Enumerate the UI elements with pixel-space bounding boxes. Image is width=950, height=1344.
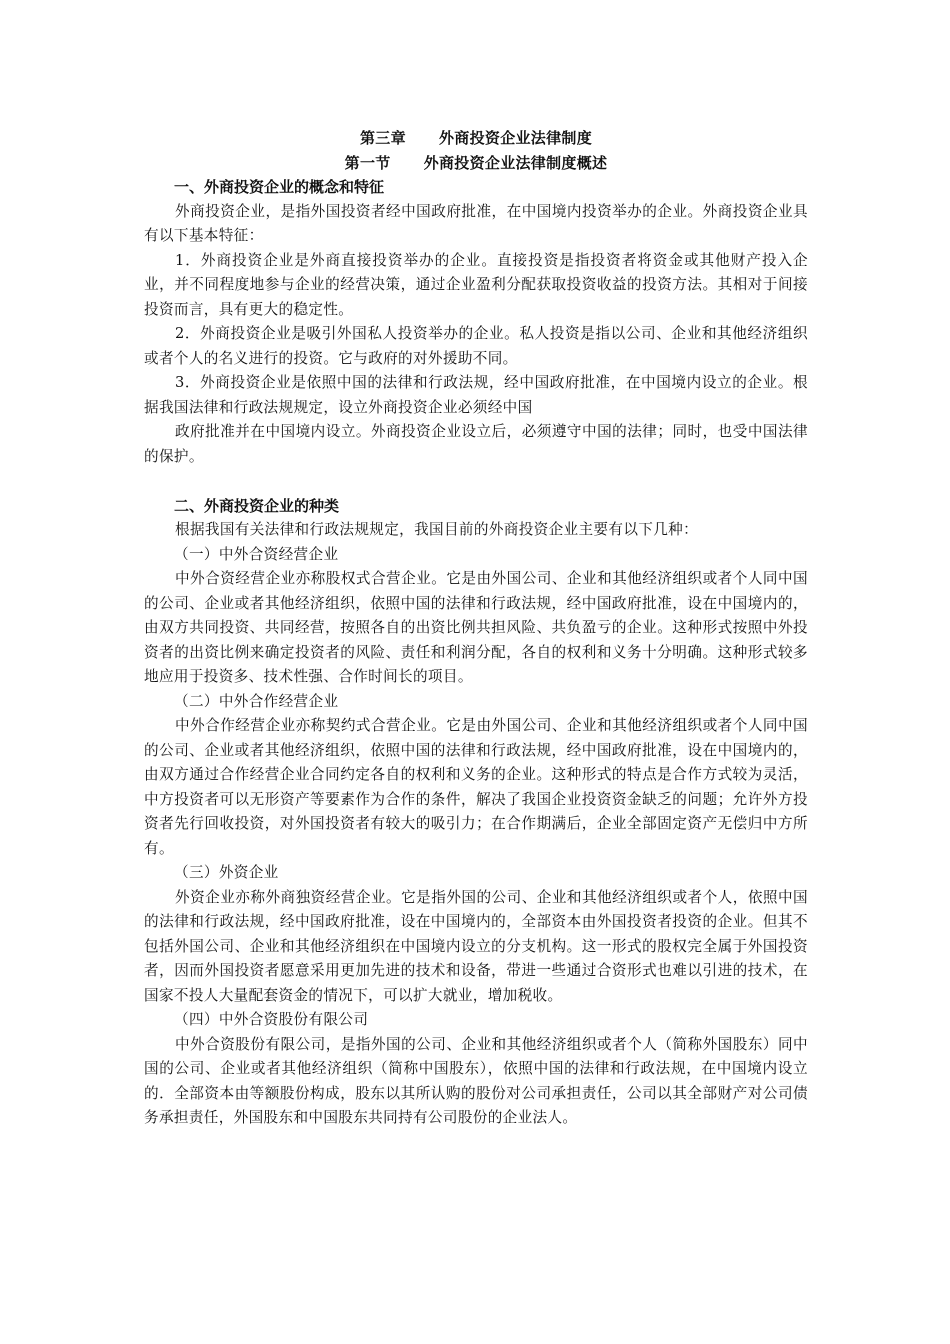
- paragraph-equity-joint-venture: 中外合资经营企业亦称股权式合营企业。它是由外国公司、企业和其他经济组织或者个人同中国的公司、企业或者其他经济组织，依照中国的法律和行政法规，经中国政府批准，设在中国境内的，由双方共同投资、共同经营，按照各自的出资比例共担风险、共负盈亏的企业。这种形式按照中外投资者的出资比例来确定投资者的风险、责任和利润分配，各自的权利和义务十分明确。这种形式较多地应用于投资多、技术性强、合作时间长的项目。: [144, 570, 808, 685]
- heading-concept-features: 一、外商投资企业的概念和特征: [174, 178, 385, 196]
- subheading-wholly-foreign-owned: （三）外资企业: [174, 864, 279, 881]
- document-body: [144, 126, 808, 1131]
- chapter-title: 第三章 外商投资企业法律制度: [359, 129, 593, 147]
- subheading-equity-joint-venture: （一）中外合资经营企业: [174, 545, 339, 563]
- heading-enterprise-types: 二、外商投资企业的种类: [174, 496, 340, 515]
- paragraph-types-intro: 根据我国有关法律和行政法规规定，我国目前的外商投资企业主要有以下几种：: [175, 521, 699, 538]
- subheading-joint-stock-company: （四）中外合资股份有限公司: [174, 1011, 369, 1028]
- subheading-cooperative-joint-venture: （二）中外合作经营企业: [174, 692, 339, 710]
- paragraph-joint-stock-company: 中外合资股份有限公司，是指外国的公司、企业和其他经济组织或者个人（简称外国股东）同中国的公司、企业或者其他经济组织（简称中国股东），依照中国的法律和行政法规，在中国境内设立的．全部资本由等额股份构成，股东以其所认购的股份对公司承担责任，公司以其全部财产对公司债务承担责任，外国股东和中国股东共同持有公司股份的企业法人。: [144, 1035, 808, 1126]
- blank-line: [144, 469, 808, 494]
- paragraph-feature-3-continued: 政府批准并在中国境内设立。外商投资企业设立后，必须遵守中国的法律；同时，也受中国法律的保护。: [144, 423, 808, 465]
- paragraph-wholly-foreign-owned: 外资企业亦称外商独资经营企业。它是指外国的公司、企业和其他经济组织或者个人，依照中国的法律和行政法规，经中国政府批准，设在中国境内的，全部资本由外国投资者投资的企业。但其不包括外国公司、企业和其他经济组织在中国境内设立的分支机构。这一形式的股权完全属于外国投资者，因而外国投资者愿意采用更加先进的技术和设备，带进一些通过合资形式也难以引进的技术，在国家不投人大量配套资金的情况下，可以扩大就业，增加税收。: [144, 888, 808, 1004]
- paragraph-feature-3: 3．外商投资企业是依照中国的法律和行政法规，经中国政府批准，在中国境内设立的企业。根据我国法律和行政法规规定，设立外商投资企业必须经中国: [144, 374, 808, 416]
- section-title: 第一节 外商投资企业法律制度概述: [344, 153, 608, 172]
- paragraph-cooperative-joint-venture: 中外合作经营企业亦称契约式合营企业。它是由外国公司、企业和其他经济组织或者个人同中国的公司、企业或者其他经济组织，依照中国的法律和行政法规，经中国政府批准，设在中国境内的，由双方通过合作经营企业合同约定各自的权利和义务的企业。这种形式的特点是合作方式较为灵活，中方投资者可以无形资产等要素作为合作的条件，解决了我国企业投资资金缺乏的问题；允许外方投资者先行回收投资，对外国投资者有较大的吸引力；在合作期满后，企业全部固定资产无偿归中方所有。: [144, 717, 808, 857]
- paragraph-feature-2: 2．外商投资企业是吸引外国私人投资举办的企业。私人投资是指以公司、企业和其他经济组织或者个人的名义进行的投资。它与政府的对外援助不同。: [144, 325, 808, 367]
- paragraph-definition: 外商投资企业，是指外国投资者经中国政府批准，在中国境内投资举办的企业。外商投资企业具有以下基本特征：: [144, 202, 808, 244]
- paragraph-feature-1: 1．外商投资企业是外商直接投资举办的企业。直接投资是指投资者将资金或其他财产投入企业，并不同程度地参与企业的经营决策，通过企业盈利分配获取投资收益的投资方法。其相对于间接投资而言，具有更大的稳定性。: [144, 251, 808, 318]
